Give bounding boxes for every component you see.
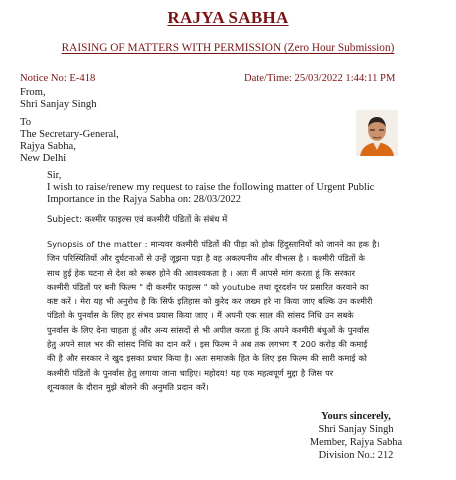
from-name: Shri Sanjay Singh: [20, 99, 97, 110]
synopsis-line: जिन परिस्थितियों और दुर्घटनाओं से उन्हें जूझना पड़ा है वह अकल्पनीय और वीभत्स है । कश्मीरी पंडितों के: [47, 253, 365, 264]
notice-datetime: Date/Time: 25/03/2022 1:44:11 PM: [244, 73, 396, 84]
synopsis-line: कश्मीरी पंडितों के पुनर्वास हेतु लगाया जाना चाहिए। महोदय! यह एक महत्वपूर्ण मुद्दा है जिस पर: [47, 367, 334, 378]
from-label: From,: [20, 87, 46, 98]
synopsis-block: [47, 237, 443, 394]
subject-text: Subject: कश्मीर फाइल्स एवं कश्मीरी पंडितों के संबंध में: [47, 215, 228, 225]
member-photo: [356, 110, 398, 156]
salutation: Sir,: [47, 170, 62, 181]
synopsis-line: Synopsis of the matter : मान्यवर कश्मीरी पंडितों की पीड़ा को होक हिंदुस्तानियों को जानने का हक है।: [47, 239, 380, 249]
page-subtitle: RAISING OF MATTERS WITH PERMISSION (Zero Hour Submission): [61, 42, 395, 54]
synopsis-line: कष्ट करें । मेरा यह भी अनुरोध है कि सिर्फ इतिहास को कुरेद कर जख्म हरे ना किया जाए बल्कि उन कश्मीरी: [47, 296, 373, 307]
signatory-name: Shri Sanjay Singh: [318, 424, 394, 435]
closing: Yours sincerely,: [321, 411, 391, 422]
synopsis-line: हेतु अपने साल भर की सांसद निधि का दान करें । इस फिल्म ने अब तक लगभग ₹ 200 करोड़ की कमाई: [47, 339, 368, 350]
signatory-division: Division No.: 212: [318, 450, 394, 461]
intro-line: I wish to raise/renew my request to raise the following matter of Urgent Public: [47, 182, 375, 193]
member-photo-image: [356, 110, 398, 156]
synopsis-line: साथ हुई हेक घटना से देश को रूबरु होने की आवश्यकता है । अतः मैं आपसे मांग करता हूं कि सरकार: [47, 267, 355, 278]
to-line: The Secretary-General,: [20, 129, 119, 140]
synopsis-line: शून्यकाल के दौरान मुझे बोलने की अनुमति प्रदान करें।: [47, 381, 209, 392]
page-title: RAJYA SABHA: [167, 8, 289, 27]
synopsis-line: पुनर्वास के लिए देना चाहता हूं और अन्य सांसदों से भी अपील करता हूं कि अपने कश्मीरी बंधुओं के पुनर्वास: [47, 324, 370, 335]
to-label: To: [20, 117, 32, 128]
to-line: Rajya Sabha,: [20, 141, 76, 152]
subject-line: [47, 213, 227, 225]
synopsis-line: पंडितो के पुनर्वास के लिए हर संभव प्रयास किया जाए । मैं अपनी एक साल की सांसद निधि उन सबके: [47, 310, 354, 321]
synopsis-line: कश्मीरी पंडितों पर बनी फिल्म " दी कश्मीर फाइल्स " को youtube तथा दूरदर्शन पर प्रसारित करवाने का: [47, 281, 369, 292]
intro-line: Importance in the Rajya Sabha on: 28/03/2022: [47, 194, 241, 205]
notice-number: Notice No: E-418: [20, 73, 96, 84]
synopsis-line: की है और सरकार ने खुद इसका प्रचार किया है। अतः समाजके हित के लिए इस फिल्म की सारी कमाई को: [47, 353, 367, 364]
to-line: New Delhi: [20, 153, 67, 164]
signatory-designation: Member, Rajya Sabha: [309, 437, 403, 448]
